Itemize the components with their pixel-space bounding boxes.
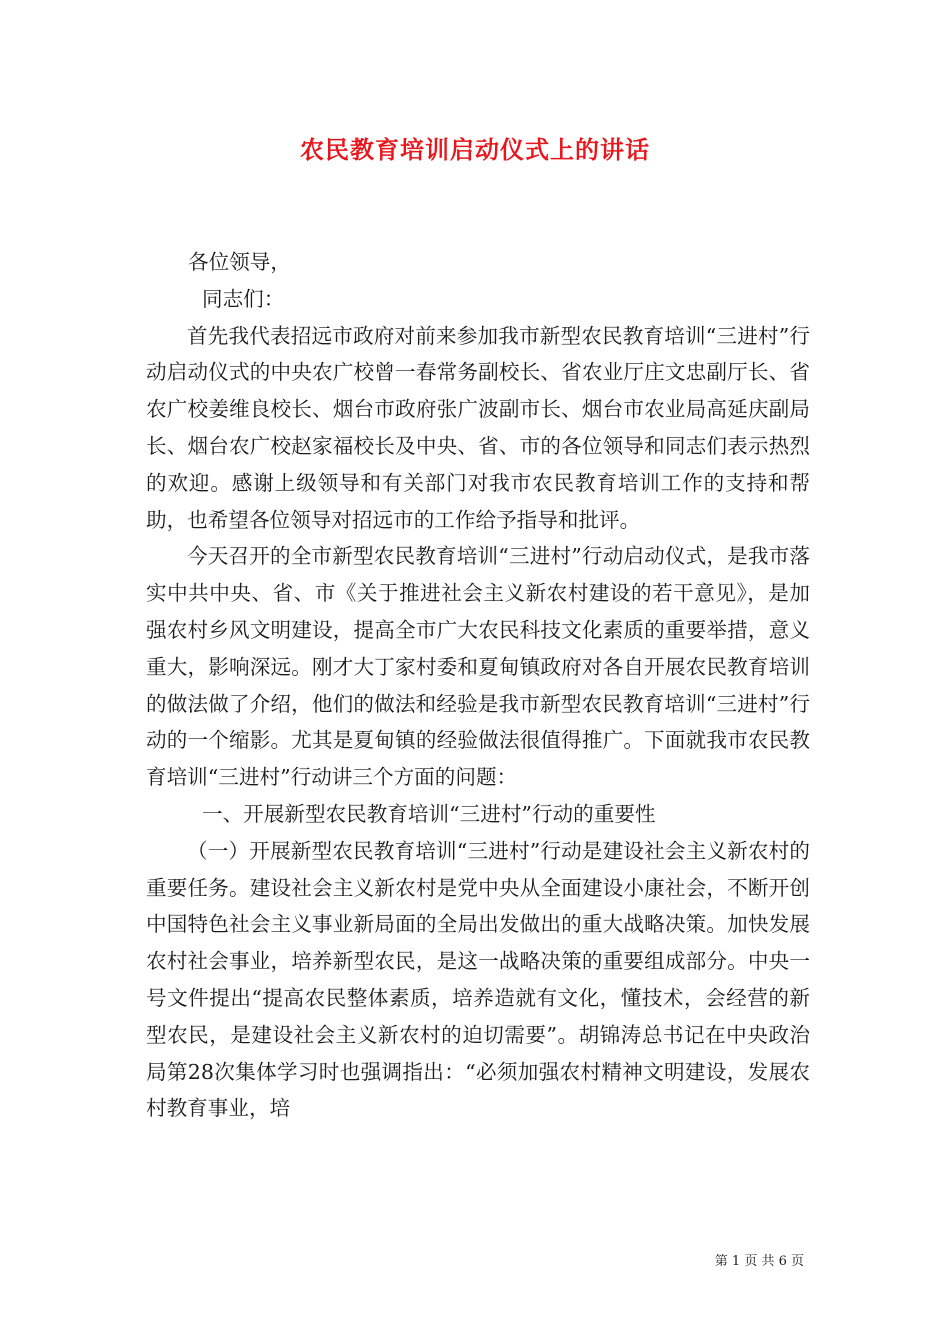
salutation-comrades: 同志们：	[202, 286, 285, 311]
document-body	[146, 244, 810, 1127]
salutation-leaders: 各位领导，	[188, 250, 291, 274]
section-heading-1: 一、开展新型农民教育培训“三进村”行动的重要性	[202, 801, 656, 826]
paragraph-significance: 今天召开的全市新型农民教育培训“三进村”行动启动仪式，是我市落实中共中央、省、市《关于推进社会主义新农村建设的若干意见》，是加强农村乡风文明建设，提高全市广大农民科技文化素质的重要举措，意义重大，影响深远。刚才大丁家村委和夏甸镇政府对各自开展农民教育培训的做法做了介绍，他们的做法和经验是我市新型农民教育培训“三进村”行动的一个缩影。尤其是夏甸镇的经验做法很值得推广。下面就我市农民教育培训“三进村”行动讲三个方面的问题：	[146, 544, 810, 790]
paragraph-subsection-1: （一）开展新型农民教育培训“三进村”行动是建设社会主义新农村的重要任务。建设社会主义新农村是党中央从全面建设小康社会，不断开创中国特色社会主义事业新局面的全局出发做出的重大战略决策。加快发展农村社会事业，培养新型农民，是这一战略决策的重要组成部分。中央一号文件提出“提高农民整体素质，培养造就有文化，懂技术，会经营的新型农民，是建设社会主义新农村的迫切需要”。胡锦涛总书记在中央政治局第28次集体学习时也强调指出：“必须加强农村精神文明建设，发展农村教育事业，培	[146, 838, 810, 1121]
paragraph-welcome: 首先我代表招远市政府对前来参加我市新型农民教育培训“三进村”行动启动仪式的中央农广校曾一春常务副校长、省农业厅庄文忠副厅长、省农广校姜维良校长、烟台市政府张广波副市长、烟台市农业局高延庆副局长、烟台农广校赵家福校长及中央、省、市的各位领导和同志们表示热烈的欢迎。感谢上级领导和有关部门对我市农民教育培训工作的支持和帮助，也希望各位领导对招远市的工作给予指导和批评。	[146, 323, 810, 532]
page-number: 第 1 页 共 6 页	[714, 1254, 804, 1269]
document-title: 农民教育培训启动仪式上的讲话	[300, 135, 650, 164]
